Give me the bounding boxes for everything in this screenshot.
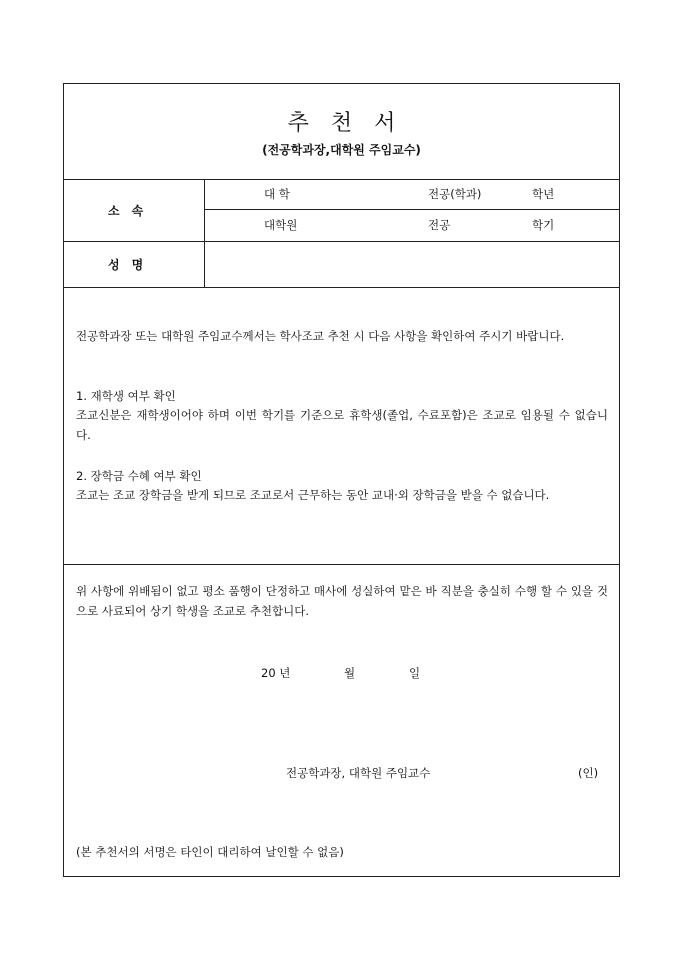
form-title: 추천서 (287, 111, 418, 136)
recommendation-form (63, 83, 620, 877)
seal-mark: (인) (578, 766, 599, 780)
affiliation-label: 소속 (108, 204, 156, 218)
date-month: 월 (344, 666, 356, 680)
table-bottom-border (64, 287, 619, 288)
item2-heading: 2. 장학금 수혜 여부 확인 (76, 469, 202, 483)
signer-title: 전공학과장, 대학원 주임교수 (286, 766, 431, 780)
table-row-border (64, 241, 619, 242)
item2-text: 조교는 조교 장학금을 받게 되므로 조교로서 근무하는 동안 교내·외 장학금을 받을 수 없습니다. (76, 488, 550, 502)
year-field: 학년 (532, 187, 555, 201)
item1-text: 조교신분은 재학생이어야 하며 이번 학기를 기준으로 휴학생(졸업, 수료포함)은 조교로 임용될 수 없습니다. (76, 408, 608, 442)
major-dept-field: 전공(학과) (428, 187, 482, 201)
recommendation-statement: 위 사항에 위배됨이 없고 평소 품행이 단정하고 매사에 성실하여 맡은 바 직분을 충실히 수행 할 수 있을 것으로 사료되어 상기 학생을 조교로 추천합니다. (76, 584, 608, 618)
grad-school-field: 대학원 (264, 218, 298, 232)
table-mid-border (204, 209, 619, 210)
signature-footnote: (본 추천서의 서명은 타인이 대리하여 날인할 수 없음) (76, 845, 344, 859)
college-field: 대 학 (264, 187, 290, 201)
major-field: 전공 (428, 218, 451, 232)
date-year: 20 년 (261, 666, 291, 680)
item1-heading: 1. 재학생 여부 확인 (76, 389, 176, 403)
semester-field: 학기 (532, 218, 555, 232)
date-day: 일 (409, 666, 421, 680)
form-subtitle: (전공학과장,대학원 주임교수) (262, 143, 421, 157)
table-top-border (64, 179, 619, 180)
name-label: 성명 (108, 258, 156, 272)
table-column-divider (204, 179, 205, 287)
section-divider (64, 564, 619, 565)
notice-intro: 전공학과장 또는 대학원 주임교수께서는 학사조교 추천 시 다음 사항을 확인하여 주시기 바랍니다. (76, 329, 565, 343)
